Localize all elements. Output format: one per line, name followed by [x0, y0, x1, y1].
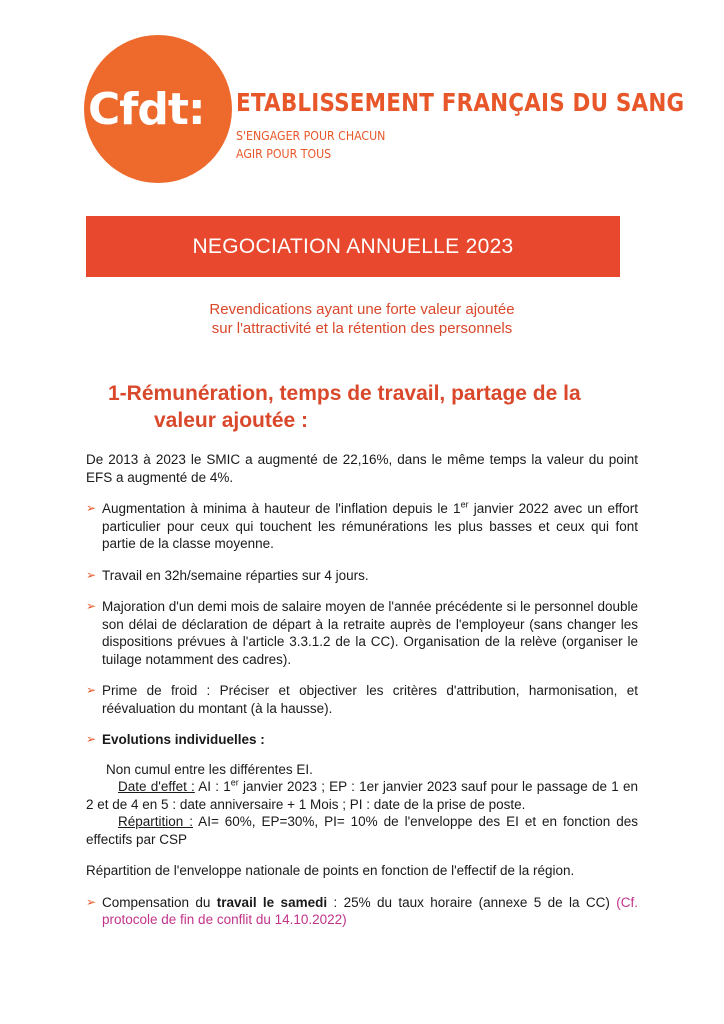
- banner-title: NEGOCIATION ANNUELLE 2023: [192, 234, 514, 258]
- evo-date-text-1: AI : 1: [194, 779, 231, 794]
- bullet-evolutions-title: Evolutions individuelles :: [102, 732, 265, 747]
- bullet-samedi-text-2: : 25% du taux horaire (annexe 5 de la CC): [327, 894, 617, 910]
- bullet-samedi-text-1: Compensation du: [102, 894, 217, 910]
- arrow-bullet-icon: ➢: [86, 567, 97, 582]
- bullet-inflation-text-2: janvier 2022 avec un effort particulier pour ceux qui touchent les rémunérations les plus basses et ceux qui font partie de la classe moyenne.: [102, 501, 638, 551]
- bullet-samedi: [86, 894, 638, 929]
- evolutions-details: [86, 761, 638, 849]
- evo-date-text-2: janvier 2023 ; EP : 1er janvier 2023 sauf pour le passage de 1 en 2 et de 4 en 5 : date anniversaire + 1 Mois ; PI : date de la prise de poste.: [86, 779, 638, 812]
- arrow-bullet-icon: ➢: [86, 501, 97, 515]
- evo-rep-label: Répartition :: [118, 814, 193, 829]
- logo-text: Cfdt:: [88, 83, 205, 135]
- bullet-samedi-reference: (Cf. protocole de fin de conflit du 14.10.2022): [102, 894, 638, 927]
- arrow-bullet-icon: ➢: [86, 599, 97, 613]
- title-banner: [86, 216, 620, 277]
- bullet-inflation-sup: er: [460, 499, 469, 510]
- bullet-prime-froid: [86, 682, 638, 717]
- subtitle: [86, 300, 638, 338]
- evo-rep-text: AI= 60%, EP=30%, PI= 10% de l'enveloppe des EI et en fonction des effectifs par CSP: [86, 814, 638, 847]
- tagline-line-1: S'ENGAGER POUR CHACUN: [236, 128, 386, 143]
- evo-non-cumul: Non cumul entre les différentes EI.: [106, 761, 313, 777]
- bullet-prime-froid-text: Prime de froid : Préciser et objectiver les critères d'attribution, harmonisation, et réévaluation du montant (à la hausse).: [102, 683, 638, 716]
- logo: [84, 35, 232, 183]
- arrow-bullet-icon: ➢: [86, 732, 97, 746]
- evo-date-label: Date d'effet :: [118, 779, 195, 794]
- tagline-line-2: AGIR POUR TOUS: [236, 146, 332, 161]
- section-heading-line-2: valeur ajoutée :: [154, 409, 309, 432]
- arrow-bullet-icon: ➢: [86, 894, 97, 909]
- bullet-inflation-text-1: Augmentation à minima à hauteur de l'inflation depuis le 1: [102, 501, 461, 516]
- evo-date-sup: er: [230, 777, 239, 788]
- subtitle-line-1: Revendications ayant une forte valeur ajoutée: [209, 301, 515, 318]
- repartition-paragraph: Répartition de l'enveloppe nationale de points en fonction de l'effectif de la région.: [86, 863, 575, 878]
- bullet-inflation: [86, 500, 638, 553]
- bullet-32h-text: Travail en 32h/semaine réparties sur 4 jours.: [102, 567, 369, 583]
- section-heading-line-1: 1-Rémunération, temps de travail, partage de la: [108, 382, 581, 405]
- evo-repartition: [86, 813, 638, 848]
- subtitle-line-2: sur l'attractivité et la rétention des personnels: [211, 320, 513, 337]
- bullet-majoration-text: Majoration d'un demi mois de salaire moyen de l'année précédente si le personnel double son délai de déclaration de départ à la retraite auprès de l'employeur (sans changer les dispositions prévues à l'article 3.3.1.2 de la CC). Organisation de la relève (organiser le tuilage notamment des cadres).: [102, 599, 638, 667]
- section-heading: [108, 380, 648, 434]
- bullet-32h: [86, 567, 638, 585]
- bullet-evolutions: [86, 731, 638, 749]
- evo-date-effet: [86, 778, 638, 813]
- bullet-samedi-bold: travail le samedi: [216, 894, 328, 910]
- org-name: ETABLISSEMENT FRANÇAIS DU SANG: [236, 88, 685, 117]
- arrow-bullet-icon: ➢: [86, 683, 97, 697]
- bullet-majoration: [86, 598, 638, 668]
- intro-paragraph: De 2013 à 2023 le SMIC a augmenté de 22,16%, dans le même temps la valeur du point EFS a augmenté de 4%.: [86, 452, 638, 485]
- document-body: [86, 451, 638, 943]
